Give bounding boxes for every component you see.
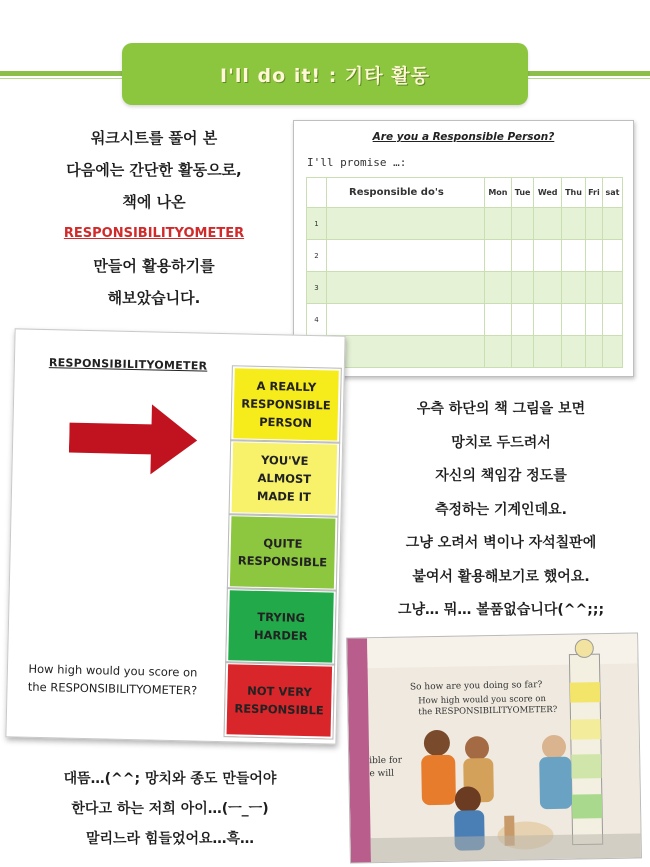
worksheet-cell (602, 304, 622, 336)
worksheet-row-number: 4 (307, 304, 327, 336)
description-line: 측정하는 기계인데요. (435, 501, 567, 518)
worksheet-row (307, 304, 623, 336)
worksheet-cell (534, 304, 562, 336)
worksheet-cell (327, 240, 485, 272)
worksheet-cell (562, 272, 586, 304)
meter-level: TRYING HARDER (226, 588, 336, 664)
description-line: 망치로 두드려서 (451, 434, 551, 451)
header-banner (122, 43, 528, 105)
worksheet-row (307, 336, 623, 368)
description-line: 자신의 책임감 정도를 (435, 468, 567, 484)
caption-line: 말리느라 힘들었어요…흑… (85, 831, 255, 847)
worksheet-cell (327, 208, 485, 240)
worksheet-row-number: 3 (307, 272, 327, 304)
photo-text: How high would you score on (418, 694, 547, 707)
caption-text (10, 764, 330, 854)
worksheet-row-number: 2 (307, 240, 327, 272)
worksheet-row-number: 1 (307, 208, 327, 240)
worksheet-table (306, 177, 623, 368)
meter-levels (224, 366, 340, 738)
responsibilityometer-card (5, 328, 345, 744)
worksheet-cell (511, 208, 533, 240)
meter-level: QUITE RESPONSIBLE (228, 514, 338, 590)
worksheet-cell (511, 240, 533, 272)
worksheet-cell (327, 272, 485, 304)
worksheet-cell (484, 272, 511, 304)
description-line: 우측 하단의 책 그림을 보면 (416, 401, 586, 417)
worksheet-cell (562, 208, 586, 240)
worksheet-promise: I'll promise …: (307, 156, 407, 169)
caption-line: 한다고 하는 저희 아이…(ㅡ_ㅡ) (71, 801, 269, 817)
intro-text (20, 122, 288, 314)
intro-line: 다음에는 간단한 활동으로, (66, 161, 242, 179)
worksheet-row (307, 208, 623, 240)
worksheet-column-header: Responsible do's (327, 178, 485, 208)
meter-question: How high would you score on the RESPONSIBILITYOMETER? (27, 661, 198, 698)
photo-text: So how are you doing so far? (409, 680, 543, 693)
worksheet-cell (585, 336, 602, 368)
worksheet-cell (602, 208, 622, 240)
intro-line: 만들어 활용하기를 (93, 257, 215, 275)
meter-level: A REALLY RESPONSIBLE PERSON (231, 366, 341, 442)
worksheet-column-header: sat (602, 178, 622, 208)
worksheet-column-header: Thu (562, 178, 586, 208)
worksheet-cell (534, 240, 562, 272)
worksheet-cell (511, 304, 533, 336)
worksheet-cell (484, 240, 511, 272)
worksheet-cell (562, 304, 586, 336)
header-rule-right (528, 71, 650, 76)
intro-highlight: RESPONSIBILITYOMETER (63, 226, 245, 241)
page-title: I'll do it! : 기타 활동 (220, 64, 430, 87)
worksheet-cell (585, 304, 602, 336)
worksheet-cell (562, 240, 586, 272)
intro-line: 워크시트를 풀어 본 (90, 129, 218, 147)
meter-level: NOT VERY RESPONSIBLE (224, 662, 334, 738)
header-rule-left (0, 71, 122, 76)
worksheet-cell (562, 336, 586, 368)
intro-line: 해보았습니다. (107, 289, 201, 307)
worksheet-column-header: Tue (511, 178, 533, 208)
photo-text: e will (369, 768, 395, 780)
worksheet-column-header: Wed (534, 178, 562, 208)
worksheet-column-header (307, 178, 327, 208)
worksheet-cell (327, 304, 485, 336)
photo-text: ible for (369, 755, 403, 767)
worksheet-cell (602, 240, 622, 272)
description-line: 붙여서 활용해보기로 했어요. (412, 568, 590, 585)
worksheet-cell (511, 336, 533, 368)
worksheet-row (307, 272, 623, 304)
worksheet-cell (484, 304, 511, 336)
worksheet-cell (534, 208, 562, 240)
worksheet-column-header: Mon (484, 178, 511, 208)
worksheet-cell (602, 336, 622, 368)
worksheet-cell (484, 336, 511, 368)
description-line: 그냥 오려서 벽이나 자석칠판에 (405, 535, 597, 551)
book-photo (346, 632, 642, 863)
worksheet-cell (534, 272, 562, 304)
worksheet-column-header: Fri (585, 178, 602, 208)
book-illustration (347, 633, 642, 863)
worksheet-cell (585, 240, 602, 272)
worksheet-cell (534, 336, 562, 368)
description-text (356, 393, 646, 628)
worksheet-title: Are you a Responsible Person? (372, 131, 555, 143)
worksheet-cell (511, 272, 533, 304)
meter-heading: RESPONSIBILITYOMETER (48, 356, 208, 373)
worksheet-row (307, 240, 623, 272)
worksheet-cell (484, 208, 511, 240)
description-line: 그냥… 뭐… 볼품없습니다(^^;;; (397, 602, 605, 618)
caption-line: 대뜸…(^^; 망치와 종도 만들어야 (63, 771, 277, 787)
photo-text: the RESPONSIBILITYOMETER? (418, 704, 558, 718)
worksheet-cell (602, 272, 622, 304)
worksheet-cell (585, 272, 602, 304)
red-arrow-icon (68, 403, 200, 476)
intro-line: 책에 나온 (122, 193, 186, 211)
meter-level: YOU'VE ALMOST MADE IT (230, 440, 340, 516)
worksheet-cell (585, 208, 602, 240)
worksheet-cell (327, 336, 485, 368)
